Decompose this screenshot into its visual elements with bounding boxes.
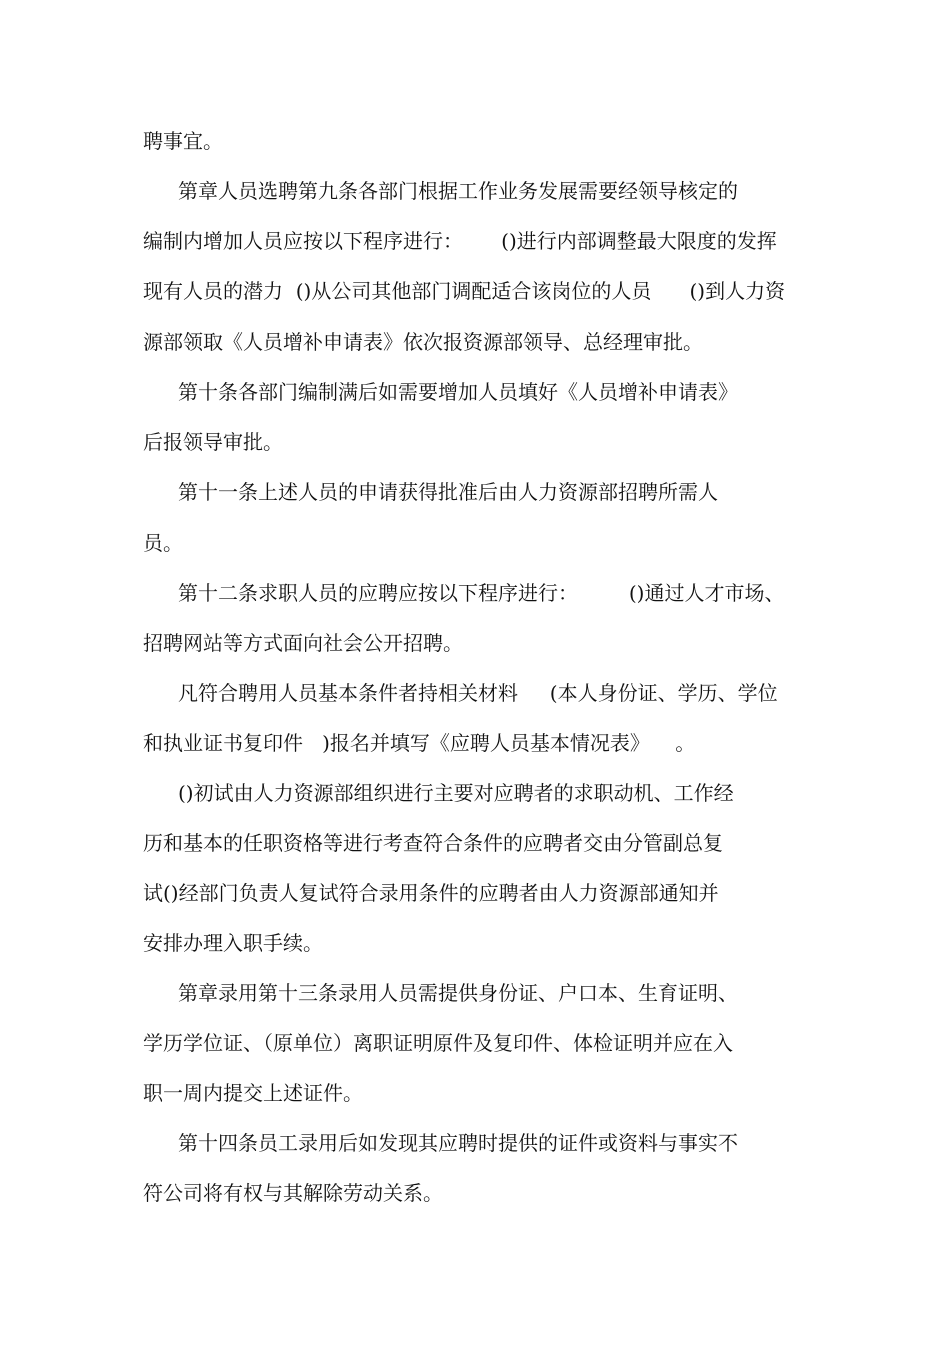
text-line: 第十二条求职人员的应聘应按以下程序进行： ()通过人才市场、 bbox=[178, 581, 785, 605]
text-line: 第十一条上述人员的申请获得批准后由人力资源部招聘所需人 bbox=[178, 480, 718, 504]
text-line: 历和基本的任职资格等进行考查符合条件的应聘者交由分管副总复 bbox=[143, 831, 723, 855]
text-line: 现有人员的潜力 ()从公司其他部门调配适合该岗位的人员 ()到人力资 bbox=[143, 279, 786, 303]
text-line: 第十条各部门编制满后如需要增加人员填好《人员增补申请表》 bbox=[178, 380, 738, 404]
text-line: 后报领导审批。 bbox=[143, 430, 283, 454]
text-line: 第十四条员工录用后如发现其应聘时提供的证件或资料与事实不 bbox=[178, 1131, 738, 1155]
text-line: 凡符合聘用人员基本条件者持相关材料 (本人身份证、学历、学位 bbox=[178, 681, 778, 705]
text-line: 第章录用第十三条录用人员需提供身份证、户口本、生育证明、 bbox=[178, 981, 738, 1005]
text-line: 试()经部门负责人复试符合录用条件的应聘者由人力资源部通知并 bbox=[143, 881, 719, 905]
text-line: 安排办理入职手续。 bbox=[143, 931, 323, 955]
text-line: 聘事宜。 bbox=[143, 129, 223, 153]
text-line: 员。 bbox=[143, 531, 183, 555]
text-line: 第章人员选聘第九条各部门根据工作业务发展需要经领导核定的 bbox=[178, 179, 738, 203]
text-line: 招聘网站等方式面向社会公开招聘。 bbox=[143, 631, 463, 655]
text-line: 职一周内提交上述证件。 bbox=[143, 1081, 363, 1105]
text-line: 符公司将有权与其解除劳动关系。 bbox=[143, 1181, 443, 1205]
text-line: ()初试由人力资源部组织进行主要对应聘者的求职动机、工作经 bbox=[178, 781, 734, 805]
text-line: 源部领取《人员增补申请表》依次报资源部领导、总经理审批。 bbox=[143, 330, 703, 354]
text-line: 和执业证书复印件 )报名并填写《应聘人员基本情况表》 。 bbox=[143, 731, 696, 755]
text-line: 学历学位证、（原单位）离职证明原件及复印件、体检证明并应在入 bbox=[143, 1031, 733, 1055]
text-line: 编制内增加人员应按以下程序进行： ()进行内部调整最大限度的发挥 bbox=[143, 229, 777, 253]
